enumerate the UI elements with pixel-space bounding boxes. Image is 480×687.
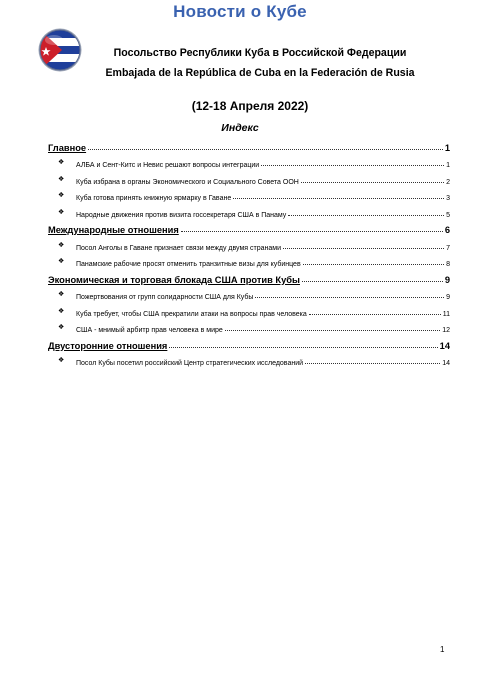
- index-heading: Индекс: [221, 122, 259, 134]
- toc-page-number: 7: [446, 244, 450, 252]
- toc-entry-title: Куба избрана в органы Экономического и Социального Совета ООН: [76, 178, 299, 186]
- toc-entry-title: Пожертвования от групп солидарности США для Кубы: [76, 294, 254, 301]
- toc-entry-title: Международные отношения: [48, 225, 179, 235]
- toc-item[interactable]: [48, 285, 450, 302]
- diamond-bullet-icon: ❖: [58, 307, 65, 315]
- table-of-contents: [48, 136, 450, 367]
- diamond-bullet-icon: ❖: [58, 258, 65, 265]
- masthead: [0, 0, 480, 96]
- toc-item[interactable]: [48, 153, 450, 170]
- toc-item[interactable]: [48, 351, 450, 368]
- toc-item[interactable]: [48, 318, 450, 335]
- toc-entry-title: Главное: [48, 142, 87, 153]
- toc-page-number: 8: [446, 261, 450, 268]
- toc-entry-title: Экономическая и торговая блокада США против Кубы: [48, 274, 300, 285]
- toc-item[interactable]: [48, 202, 450, 219]
- toc-dot-leader: [283, 248, 444, 249]
- toc-page-number: 1: [446, 162, 450, 169]
- toc-section[interactable]: [48, 268, 450, 285]
- toc-entry-title: Куба требует, чтобы США прекратили атаки на вопросы прав человека: [76, 310, 307, 318]
- toc-item[interactable]: [48, 235, 450, 252]
- toc-dot-leader: [261, 165, 444, 166]
- toc-entry-title: Народные движения против визита госсекретаря США в Панаму: [76, 211, 287, 219]
- page-number: 1: [440, 645, 445, 654]
- toc-entry-title: Панамские рабочие просят отменить транзитные визы для кубинцев: [76, 261, 301, 268]
- toc-dot-leader: [225, 330, 440, 331]
- toc-item[interactable]: [48, 301, 450, 318]
- toc-section[interactable]: [48, 334, 450, 351]
- toc-item[interactable]: [48, 186, 450, 203]
- toc-dot-leader: [169, 347, 437, 348]
- toc-page-number: 12: [442, 327, 450, 334]
- cuba-flag-badge-icon: [38, 28, 82, 72]
- embassy-name-ru: Посольство Республики Куба в Российской Федерации: [113, 47, 407, 59]
- toc-entry-title: США - мнимый арбитр прав человека в мире: [76, 327, 223, 334]
- toc-page-number: 5: [446, 211, 450, 219]
- toc-page-number: 3: [446, 195, 450, 202]
- toc-page-number: 14: [439, 340, 450, 351]
- diamond-bullet-icon: ❖: [58, 241, 65, 249]
- toc-page-number: 6: [444, 225, 450, 235]
- toc-item[interactable]: [48, 252, 450, 269]
- toc-page-number: 11: [442, 310, 450, 318]
- embassy-name-es: Embajada de la República de Cuba en la Federación de Rusia: [105, 67, 415, 79]
- diamond-bullet-icon: ❖: [58, 291, 65, 298]
- issue-date-range: (12-18 Апреля 2022): [191, 99, 309, 113]
- diamond-bullet-icon: ❖: [58, 208, 65, 216]
- toc-dot-leader: [303, 264, 444, 265]
- diamond-bullet-icon: ❖: [58, 159, 65, 166]
- diamond-bullet-icon: ❖: [58, 192, 65, 199]
- toc-page-number: 1: [444, 142, 450, 153]
- toc-page-number: 2: [446, 178, 450, 186]
- toc-dot-leader: [302, 281, 443, 282]
- publication-title: Новости о Кубе: [173, 2, 307, 21]
- toc-dot-leader: [309, 314, 441, 315]
- diamond-bullet-icon: ❖: [58, 357, 65, 364]
- toc-entry-title: Двусторонние отношения: [48, 340, 168, 351]
- toc-dot-leader: [255, 297, 444, 298]
- toc-entry-title: АЛБА и Сент-Китс и Невис решают вопросы интеграции: [76, 162, 260, 169]
- toc-page-number: 9: [446, 294, 450, 301]
- toc-dot-leader: [288, 215, 444, 216]
- toc-page-number: 9: [444, 274, 450, 285]
- toc-section[interactable]: [48, 219, 450, 236]
- toc-section[interactable]: [48, 136, 450, 153]
- toc-item[interactable]: [48, 169, 450, 186]
- toc-entry-title: Куба готова принять книжную ярмарку в Гаване: [76, 195, 232, 202]
- toc-dot-leader: [181, 231, 443, 232]
- diamond-bullet-icon: ❖: [58, 175, 65, 183]
- toc-entry-title: Посол Анголы в Гаване признает связи между двумя странами: [76, 244, 281, 252]
- toc-dot-leader: [233, 198, 444, 199]
- toc-entry-title: Посол Кубы посетил российский Центр стратегических исследований: [76, 360, 304, 367]
- toc-dot-leader: [301, 182, 444, 183]
- toc-dot-leader: [305, 363, 440, 364]
- toc-page-number: 14: [442, 360, 450, 367]
- diamond-bullet-icon: ❖: [58, 324, 65, 331]
- toc-dot-leader: [88, 149, 443, 150]
